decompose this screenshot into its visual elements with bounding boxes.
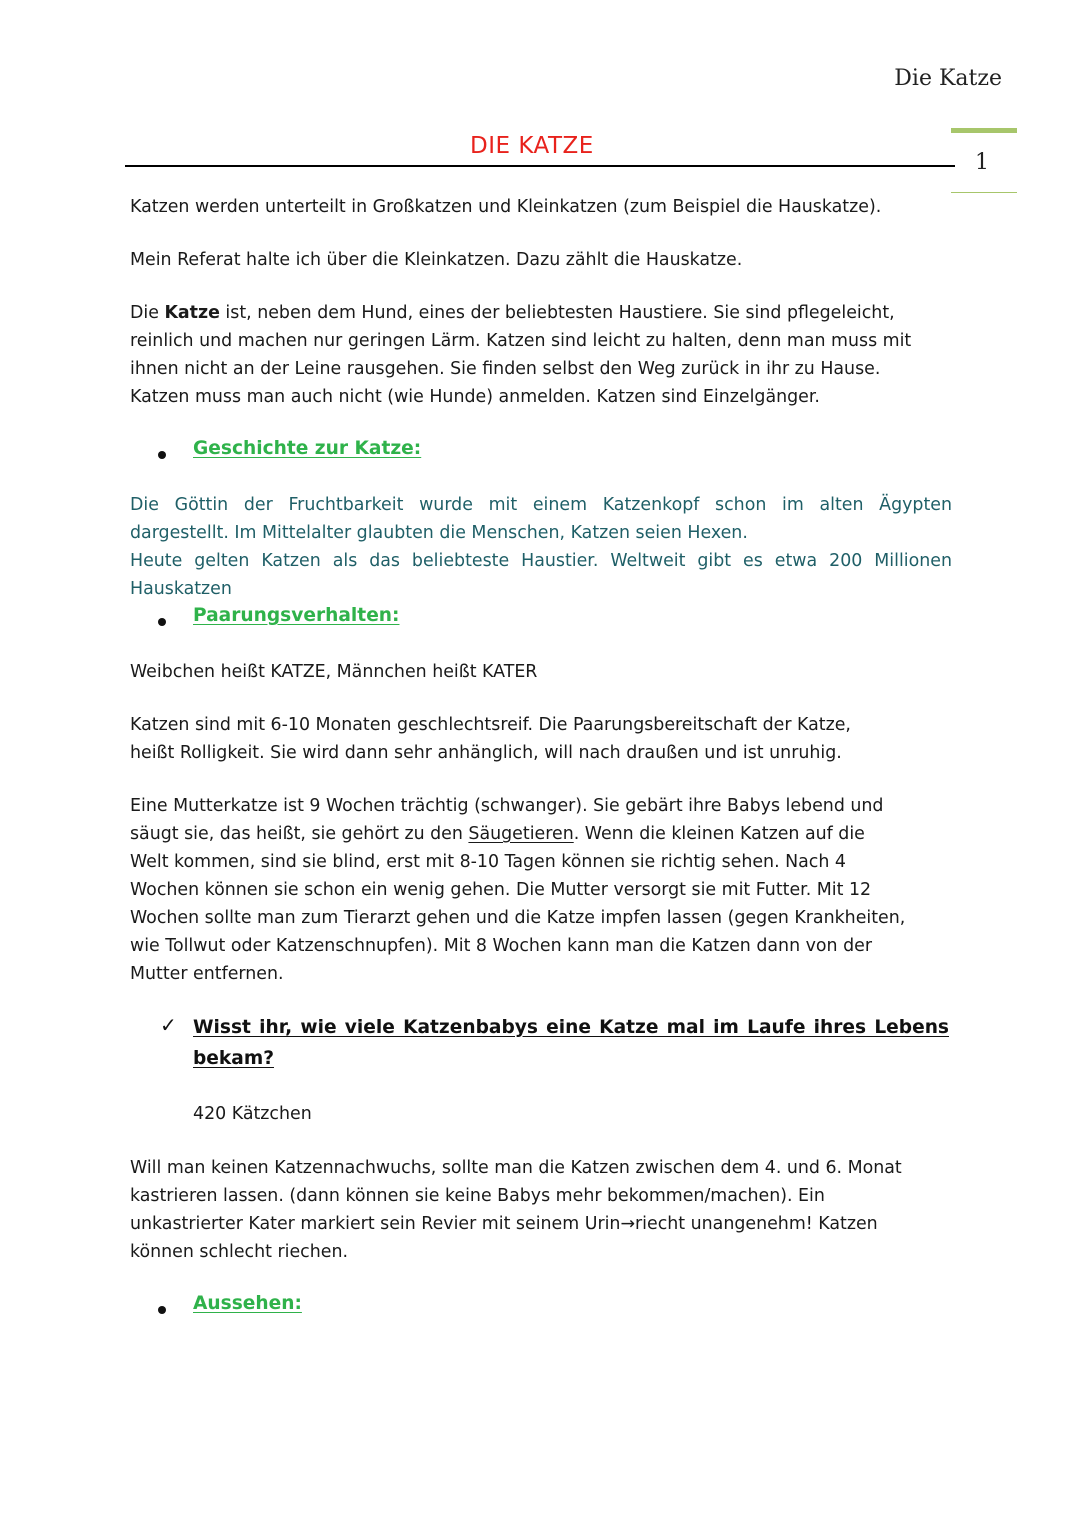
paragraph-line: Welt kommen, sind sie blind, erst mit 8-10 Tagen können sie richtig sehen. Nach 4: [130, 852, 846, 872]
paragraph-line: kastrieren lassen. (dann können sie keine Babys mehr bekommen/machen). Ein: [130, 1186, 825, 1206]
paragraph-line: Die Göttin der Fruchtbarkeit wurde mit einem Katzenkopf schon im alten Ägypten: [130, 495, 952, 515]
paragraph-line: heißt Rolligkeit. Sie wird dann sehr anhänglich, will nach draußen und ist unruhig.: [130, 743, 842, 763]
paragraph-line: ihnen nicht an der Leine rausgehen. Sie finden selbst den Weg zurück in ihr zu Hause.: [130, 359, 881, 379]
paragraph-line: Wochen können sie schon ein wenig gehen. Die Mutter versorgt sie mit Futter. Mit 12: [130, 880, 872, 900]
paragraph-line: Katzen sind mit 6-10 Monaten geschlechtsreif. Die Paarungsbereitschaft der Katze,: [130, 715, 851, 735]
heading-paarung: Paarungsverhalten:: [193, 605, 400, 626]
paragraph-haustier: [130, 299, 960, 411]
checkmark-icon: ✓: [160, 1013, 177, 1037]
paragraph-geschlechter: Weibchen heißt KATZE, Männchen heißt KATER: [130, 662, 538, 682]
text-span: säugt sie, das heißt, sie gehört zu den: [130, 824, 469, 844]
question-answer: 420 Kätzchen: [193, 1104, 312, 1124]
document-title: DIE KATZE: [470, 133, 594, 159]
paragraph-line: dargestellt. Im Mittelalter glaubten die Menschen, Katzen seien Hexen.: [130, 523, 748, 543]
text-span: . Wenn die kleinen Katzen auf die: [573, 824, 865, 844]
paragraph-line: Katzen muss man auch nicht (wie Hunde) anmelden. Katzen sind Einzelgänger.: [130, 387, 820, 407]
question-line: Wisst ihr, wie viele Katzenbabys eine Katze mal im Laufe ihres Lebens: [193, 1017, 949, 1038]
paragraph-geschichte: [130, 491, 960, 603]
title-rule: [125, 165, 955, 167]
paragraph-line: reinlich und machen nur geringen Lärm. Katzen sind leicht zu halten, denn man muss mit: [130, 331, 912, 351]
paragraph-intro: Katzen werden unterteilt in Großkatzen und Kleinkatzen (zum Beispiel die Hauskatze).: [130, 197, 882, 217]
heading-aussehen: Aussehen:: [193, 1293, 302, 1314]
paragraph-line: Wochen sollte man zum Tierarzt gehen und die Katze impfen lassen (gegen Krankheiten,: [130, 908, 906, 928]
heading-geschichte: Geschichte zur Katze:: [193, 438, 422, 459]
running-title: Die Katze: [894, 66, 1002, 91]
bullet-icon: [158, 1301, 170, 1313]
paragraph-line: Heute gelten Katzen als das beliebteste Haustier. Weltweit gibt es etwa 200 Millionen: [130, 551, 952, 571]
paragraph-line: wie Tollwut oder Katzenschnupfen). Mit 8 Wochen kann man die Katzen dann von der: [130, 936, 872, 956]
paragraph-line: unkastrierter Kater markiert sein Revier mit seinem Urin→riecht unangenehm! Katzen: [130, 1214, 878, 1234]
bullet-icon: [158, 613, 170, 625]
paragraph-line: Eine Mutterkatze ist 9 Wochen trächtig (schwanger). Sie gebärt ihre Babys lebend und: [130, 796, 884, 816]
page-number: 1: [975, 150, 989, 175]
page-number-bar: [951, 128, 1017, 133]
paragraph-kastration: [130, 1154, 960, 1266]
paragraph-line: können schlecht riechen.: [130, 1242, 349, 1262]
paragraph-referat: Mein Referat halte ich über die Kleinkatzen. Dazu zählt die Hauskatze.: [130, 250, 743, 270]
paragraph-line: [130, 299, 960, 327]
text-span: Die: [130, 303, 165, 323]
bullet-icon: [158, 446, 170, 458]
paragraph-mutterkatze: [130, 792, 960, 988]
text-span: ist, neben dem Hund, eines der beliebtesten Haustiere. Sie sind pflegeleicht,: [219, 303, 895, 323]
paragraph-line: [130, 820, 960, 848]
paragraph-line: Hauskatzen: [130, 579, 232, 599]
paragraph-line: Will man keinen Katzennachwuchs, sollte man die Katzen zwischen dem 4. und 6. Monat: [130, 1158, 902, 1178]
paragraph-line: Mutter entfernen.: [130, 964, 284, 984]
paragraph-geschlechtsreif: [130, 711, 960, 767]
page-number-line: [951, 192, 1017, 193]
underlined-term: Säugetieren: [468, 824, 574, 844]
question-line: bekam?: [193, 1048, 274, 1069]
bold-word: Katze: [164, 303, 220, 323]
